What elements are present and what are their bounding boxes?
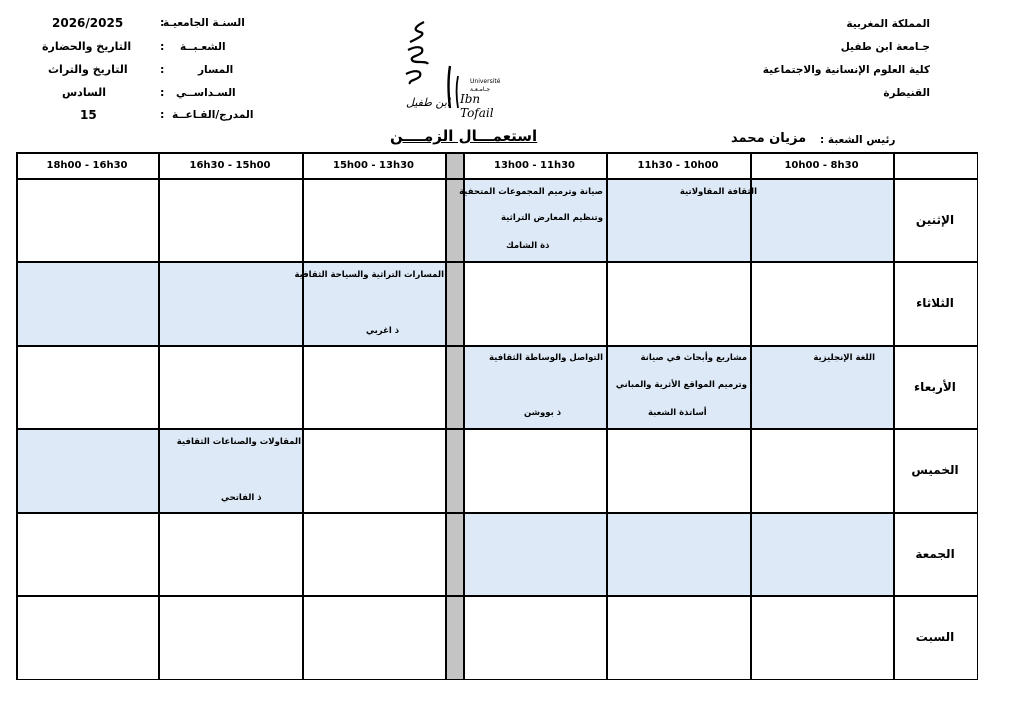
course-title: اللغة الإنجليزية bbox=[813, 353, 875, 363]
grid-line bbox=[445, 152, 447, 680]
year-value: 2026/2025 bbox=[52, 16, 124, 30]
branch-value: التاريخ والحضارة bbox=[42, 40, 132, 53]
colon: : bbox=[160, 63, 165, 76]
colon: : bbox=[160, 86, 165, 99]
logo-universite: Université bbox=[470, 78, 501, 85]
instructor-name: ذ اغربي bbox=[366, 326, 400, 336]
grid-line bbox=[16, 261, 978, 263]
grid-line bbox=[158, 152, 160, 680]
course-title: صيانة وترميم المجموعات المتحفية bbox=[459, 187, 603, 197]
grid-line bbox=[893, 152, 895, 680]
grid-line bbox=[606, 152, 608, 680]
day-label: الأربعاء bbox=[914, 380, 956, 394]
instructor-name: ذ الفاتحي bbox=[221, 493, 262, 503]
instructor-name: ذ بووشن bbox=[524, 408, 562, 418]
day-label: الخميس bbox=[911, 463, 959, 477]
track-value: التاريخ والتراث bbox=[48, 63, 128, 76]
university-logo bbox=[398, 16, 508, 120]
department-head-label: رئيس الشعبة : bbox=[820, 134, 896, 146]
year-label: السنـة الجامعيـة bbox=[163, 17, 245, 29]
semester-label: السـداســي bbox=[176, 87, 236, 99]
course-title: مشاريع وأبحاث في صيانة bbox=[640, 353, 747, 363]
colon: : bbox=[160, 16, 165, 29]
colon: : bbox=[160, 108, 165, 121]
branch-label: الشعـبــة bbox=[180, 41, 226, 53]
timetable-grid bbox=[16, 152, 978, 680]
logo-name-fr: Ibn Tofail bbox=[460, 92, 494, 120]
time-header: 16h30 - 15h00 bbox=[189, 160, 271, 171]
grid-line bbox=[16, 152, 18, 680]
course-title: وتنظيم المعارض التراثية bbox=[501, 213, 603, 223]
grid-line bbox=[16, 595, 978, 597]
course-title: الثقافة المقاولاتية bbox=[679, 187, 757, 197]
course-title: المقاولات والصناعات الثقافية bbox=[176, 437, 301, 447]
grid-line bbox=[302, 152, 304, 680]
time-header: 15h00 - 13h30 bbox=[332, 160, 414, 171]
grid-line bbox=[16, 152, 978, 154]
session-cell bbox=[750, 179, 894, 262]
time-header: 10h00 - 8h30 bbox=[784, 160, 859, 171]
semester-value: السادس bbox=[62, 86, 107, 99]
grid-line bbox=[16, 178, 978, 180]
grid-line bbox=[463, 152, 465, 680]
course-title: المسارات التراثية والسياحة الثقافية bbox=[294, 270, 444, 280]
grid-line bbox=[977, 152, 979, 680]
instructor-name: ذة الشامك bbox=[506, 241, 550, 251]
day-label: الإثنين bbox=[915, 213, 955, 227]
logo-name-ar: ابن طفيل bbox=[406, 96, 450, 109]
track-label: المسار bbox=[198, 64, 234, 76]
university-line: جـامعة ابن طفيل bbox=[840, 41, 930, 53]
day-label: الثلاثاء bbox=[916, 296, 954, 310]
instructor-name: أساتذة الشعبة bbox=[648, 408, 707, 418]
grid-line bbox=[16, 428, 978, 430]
day-label: الجمعة bbox=[915, 547, 955, 561]
break-column bbox=[445, 152, 463, 680]
time-header: 11h30 - 10h00 bbox=[637, 160, 719, 171]
page-title: استعمـــال الزمــــن bbox=[390, 127, 538, 145]
grid-line bbox=[16, 679, 978, 681]
grid-line bbox=[750, 152, 752, 680]
session-cell bbox=[463, 513, 894, 596]
logo-jamia: جـامـعـة bbox=[470, 86, 491, 93]
hall-value: 15 bbox=[80, 108, 97, 122]
grid-line bbox=[16, 345, 978, 347]
kingdom-line: المملكة المغربية bbox=[846, 18, 930, 30]
colon: : bbox=[160, 40, 165, 53]
course-title: وترميم المواقع الأثرية والمباني bbox=[615, 380, 747, 390]
time-header: 13h00 - 11h30 bbox=[493, 160, 575, 171]
department-head-name: مزيان محمد bbox=[731, 131, 807, 146]
time-header: 18h00 - 16h30 bbox=[46, 160, 128, 171]
city-line: القنيطرة bbox=[883, 87, 930, 99]
grid-line bbox=[16, 512, 978, 514]
course-title: التواصل والوساطة الثقافية bbox=[488, 353, 603, 363]
faculty-line: كلية العلوم الإنسانية والاجتماعية bbox=[762, 64, 930, 76]
day-label: السبت bbox=[915, 630, 955, 644]
hall-label: المدرج/القـاعــة bbox=[172, 109, 254, 121]
